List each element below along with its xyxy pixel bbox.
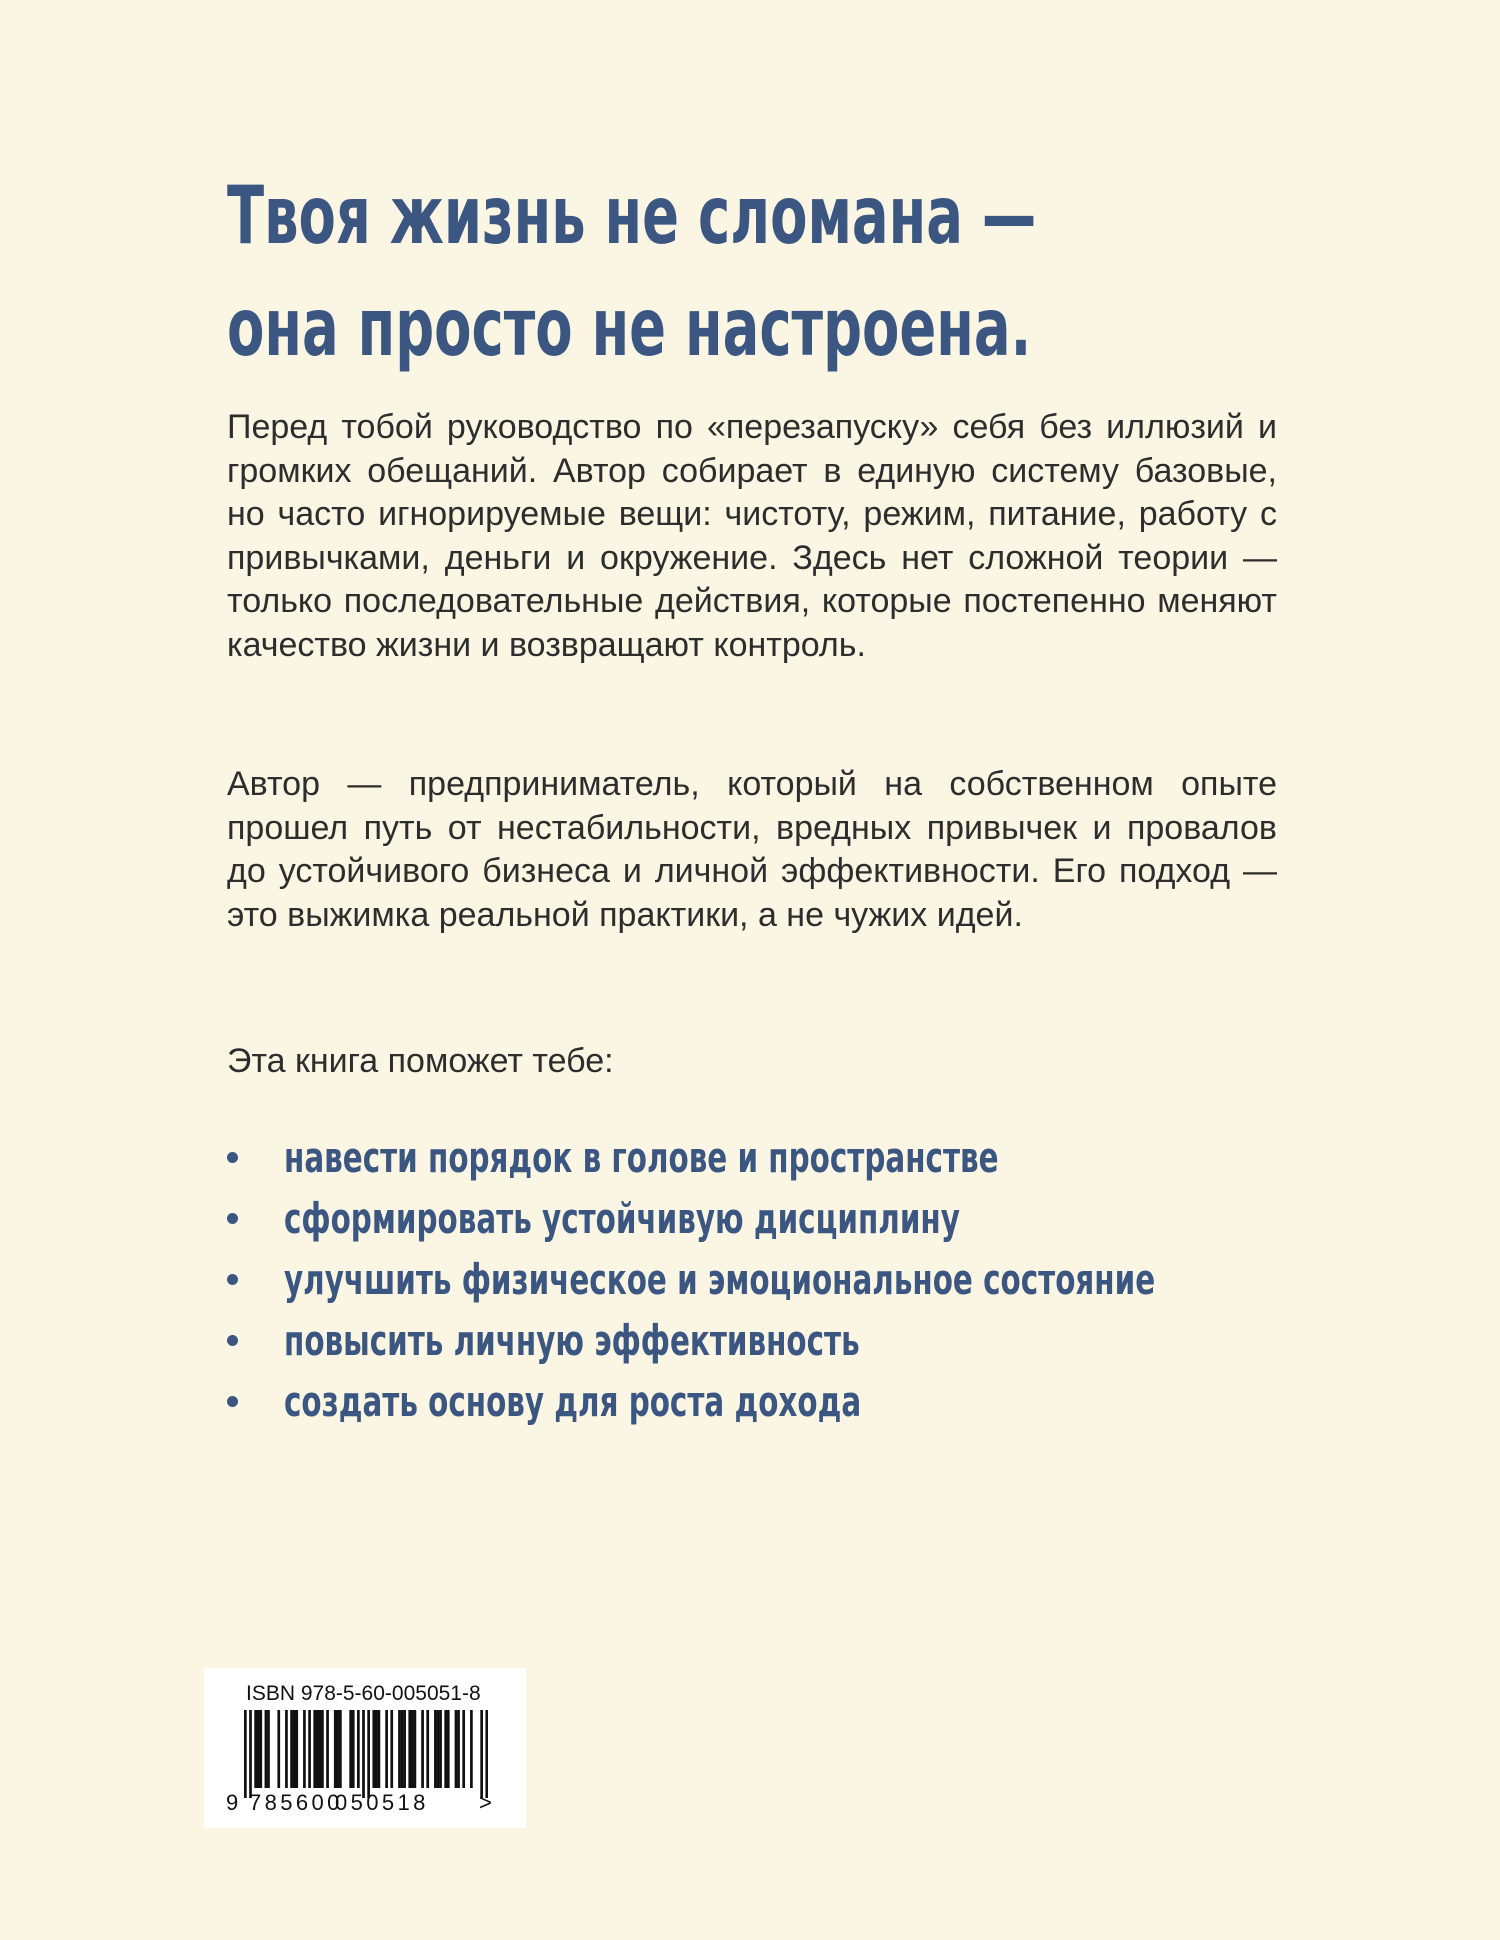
benefit-text: навести порядок в голове и пространстве <box>284 1133 999 1182</box>
benefit-item <box>227 1252 1377 1313</box>
barcode-bar <box>277 1710 280 1788</box>
barcode-bar <box>303 1710 306 1788</box>
barcode-bar <box>434 1710 437 1788</box>
barcode-bar <box>254 1710 257 1788</box>
bullet-icon <box>227 1396 238 1407</box>
barcode-bar <box>403 1710 406 1788</box>
description-paragraph: Перед тобой руководство по «перезапуску» себя без иллюзий и громких обещаний. Автор собирает в единую систему базовые, но часто игнорируемые вещи: чистоту, режим, питание, работу с привычками, деньги и окружение. Здесь нет сложной теории — только последовательные действия, которые постепенно меняют качество жизни и возвращают контроль. <box>227 408 1277 664</box>
benefit-text: улучшить физическое и эмоциональное состояние <box>284 1255 1156 1304</box>
barcode-bar <box>326 1710 329 1788</box>
bullet-icon <box>227 1335 238 1346</box>
benefit-text: создать основу для роста дохода <box>284 1377 862 1426</box>
barcode-bar <box>313 1710 316 1788</box>
barcode-quiet-zone-marker: > <box>479 1790 492 1815</box>
barcode-bar <box>414 1710 417 1788</box>
barcode-bar <box>295 1710 298 1788</box>
benefit-item <box>227 1130 1377 1191</box>
barcode-bar <box>334 1710 337 1788</box>
barcode-bar <box>367 1710 370 1798</box>
barcode-bar <box>321 1710 324 1788</box>
barcode-bar <box>259 1710 262 1788</box>
barcode-bar <box>372 1710 375 1788</box>
barcode-bar <box>349 1710 352 1788</box>
barcode-bar <box>267 1710 270 1788</box>
barcode-bar <box>462 1710 465 1788</box>
isbn-label: ISBN 978-5-60-005051-8 <box>246 1682 481 1705</box>
barcode-bar <box>257 1710 260 1788</box>
barcode-digits-right: 050518 <box>335 1790 429 1815</box>
barcode-bar <box>437 1710 440 1788</box>
benefit-text: повысить личную эффективность <box>284 1316 860 1365</box>
barcode-bar <box>265 1710 268 1788</box>
barcode-bar <box>470 1710 473 1788</box>
barcode-bar <box>439 1710 442 1788</box>
barcode-bar <box>336 1710 339 1788</box>
barcode-bar <box>398 1710 401 1788</box>
barcode-bar <box>444 1710 447 1788</box>
headline <box>227 160 1037 384</box>
barcode-bar <box>244 1710 247 1798</box>
benefit-item <box>227 1191 1377 1252</box>
benefit-text: сформировать устойчивую дисциплину <box>284 1194 960 1243</box>
barcode-bar <box>316 1710 319 1788</box>
barcode-digits-left: 785600 <box>249 1790 343 1815</box>
barcode-bar <box>339 1710 342 1788</box>
barcode-bar <box>362 1710 365 1798</box>
barcode-digit-lead: 9 <box>226 1790 239 1815</box>
isbn-barcode-block <box>204 1668 526 1828</box>
barcode-bar <box>378 1710 381 1788</box>
barcode-bar <box>308 1710 311 1788</box>
barcode-bar <box>480 1710 483 1798</box>
barcode-bar <box>249 1710 252 1798</box>
barcode-bar <box>285 1710 288 1788</box>
barcode-bar <box>385 1710 388 1788</box>
barcode-bar <box>401 1710 404 1788</box>
barcode-bar <box>357 1710 360 1788</box>
benefit-item <box>227 1374 1377 1435</box>
barcode-bar <box>457 1710 460 1788</box>
barcode-bar <box>411 1710 414 1788</box>
author-paragraph: Автор — предприниматель, который на собственном опыте прошел путь от нестабильности, вредных привычек и провалов до устойчивого бизнеса и личной эффективности. Его подход — это выжимка реальной практики, а не чужих идей. <box>227 765 1277 934</box>
barcode-bar <box>290 1710 293 1788</box>
bullet-icon <box>227 1152 238 1163</box>
benefits-intro: Эта книга поможет тебе: <box>227 1042 614 1080</box>
barcode-bar <box>293 1710 296 1788</box>
barcode-bar <box>390 1710 393 1788</box>
bullet-icon <box>227 1213 238 1224</box>
benefit-item <box>227 1313 1377 1374</box>
barcode-bar <box>447 1710 450 1788</box>
barcode-bar <box>408 1710 411 1788</box>
barcode-bar <box>352 1710 355 1788</box>
headline-line-2: она просто не настроена. <box>227 281 1032 374</box>
headline-line-1: Твоя жизнь не сломана — <box>227 169 1037 262</box>
barcode-bar <box>421 1710 424 1788</box>
bullet-icon <box>227 1274 238 1285</box>
barcode-bar <box>485 1710 488 1798</box>
barcode-bar <box>318 1710 321 1788</box>
benefits-list <box>227 1130 1377 1435</box>
barcode-bar <box>426 1710 429 1788</box>
barcode-icon <box>244 1710 488 1798</box>
barcode-bar <box>375 1710 378 1788</box>
barcode-bar <box>455 1710 458 1788</box>
